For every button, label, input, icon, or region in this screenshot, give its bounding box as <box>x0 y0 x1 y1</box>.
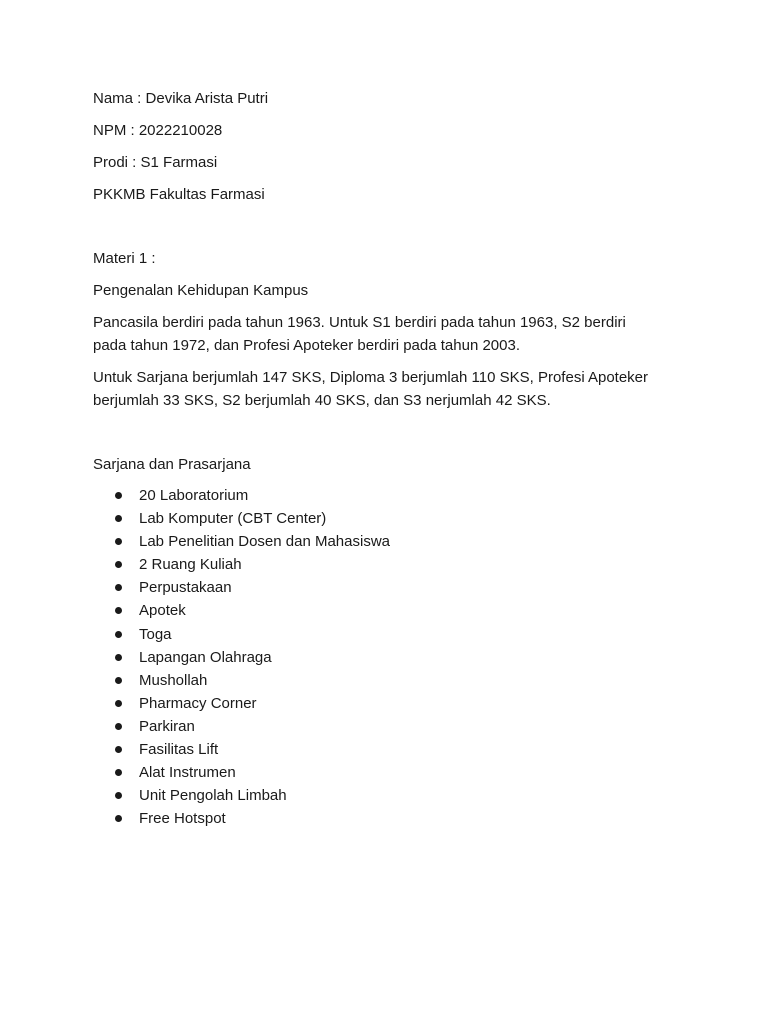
student-prodi: Prodi : S1 Farmasi <box>93 154 218 171</box>
list-item-label: Lapangan Olahraga <box>139 648 272 666</box>
list-item-label: Apotek <box>139 602 186 620</box>
list-item-label: Parkiran <box>139 717 195 735</box>
facilities-heading: Sarjana dan Prasarjana <box>93 456 251 473</box>
bullet-icon <box>115 654 122 661</box>
document-content <box>93 87 693 830</box>
list-item-label: Unit Pengolah Limbah <box>139 787 287 805</box>
list-item <box>93 553 693 576</box>
facilities-list <box>93 484 693 830</box>
list-item <box>93 692 693 715</box>
list-item <box>93 507 693 530</box>
bullet-icon <box>115 631 122 638</box>
materi-topic: Pengenalan Kehidupan Kampus <box>93 282 309 299</box>
bullet-icon <box>115 700 122 707</box>
list-item <box>93 576 693 599</box>
bullet-icon <box>115 723 122 730</box>
bullet-icon <box>115 746 122 753</box>
list-item <box>93 623 693 646</box>
bullet-icon <box>115 769 122 776</box>
bullet-icon <box>115 607 122 614</box>
list-item <box>93 761 693 784</box>
list-item-label: Lab Komputer (CBT Center) <box>139 510 327 528</box>
list-item-label: Pharmacy Corner <box>139 694 257 712</box>
list-item <box>93 807 693 830</box>
sks-paragraph: Untuk Sarjana berjumlah 147 SKS, Diploma 3 berjumlah 110 SKS, Profesi Apoteker berjumlah 33 SKS, S2 berjumlah 40 SKS, dan S3 nerjumlah 42 SKS. <box>93 369 649 409</box>
bullet-icon <box>115 792 122 799</box>
list-item <box>93 599 693 622</box>
list-item <box>93 484 693 507</box>
list-item-label: Perpustakaan <box>139 579 232 597</box>
list-item <box>93 646 693 669</box>
list-item-label: Lab Penelitian Dosen dan Mahasiswa <box>139 533 390 551</box>
list-item <box>93 715 693 738</box>
list-item <box>93 784 693 807</box>
bullet-icon <box>115 815 122 822</box>
list-item-label: 2 Ruang Kuliah <box>139 556 242 574</box>
event-title: PKKMB Fakultas Farmasi <box>93 186 265 203</box>
bullet-icon <box>115 492 122 499</box>
materi-heading: Materi 1 : <box>93 250 156 267</box>
bullet-icon <box>115 538 122 545</box>
bullet-icon <box>115 515 122 522</box>
list-item-label: Free Hotspot <box>139 810 226 828</box>
history-paragraph: Pancasila berdiri pada tahun 1963. Untuk S1 berdiri pada tahun 1963, S2 berdiri pada tahun 1972, dan Profesi Apoteker berdiri pada tahun 2003. <box>93 314 626 354</box>
list-item-label: Alat Instrumen <box>139 764 236 782</box>
student-name: Nama : Devika Arista Putri <box>93 90 269 107</box>
list-item-label: Mushollah <box>139 671 208 689</box>
list-item <box>93 738 693 761</box>
bullet-icon <box>115 677 122 684</box>
student-npm: NPM : 2022210028 <box>93 122 223 139</box>
list-item-label: Toga <box>139 625 172 643</box>
list-item-label: 20 Laboratorium <box>139 487 249 504</box>
list-item <box>93 669 693 692</box>
list-item <box>93 530 693 553</box>
bullet-icon <box>115 584 122 591</box>
list-item-label: Fasilitas Lift <box>139 741 219 759</box>
bullet-icon <box>115 561 122 568</box>
